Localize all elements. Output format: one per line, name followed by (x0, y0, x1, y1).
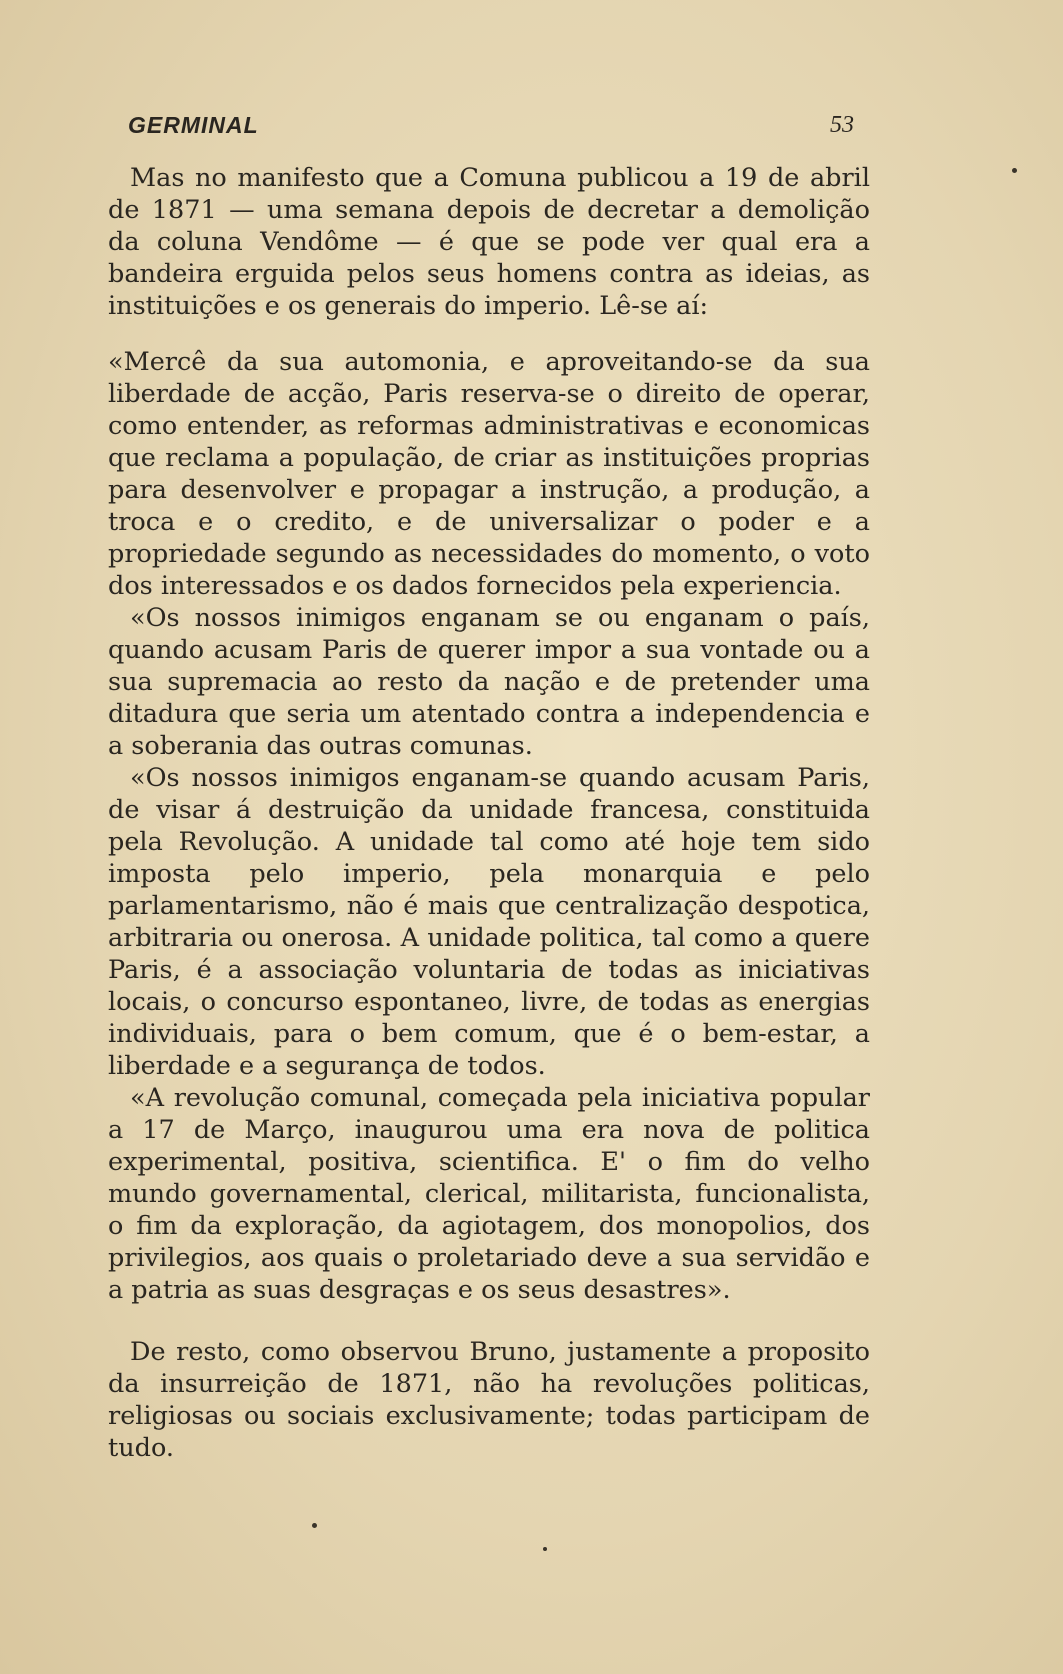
paper-speck (1012, 168, 1017, 173)
paper-speck (312, 1523, 317, 1528)
page-body (108, 162, 870, 1464)
spacer (108, 1306, 870, 1336)
spacer (108, 322, 870, 346)
quote-paragraph-unity: «Os nossos inimigos enganam-se quando acusam Paris, de visar á destruição da unidade francesa, constituida pela Revolução. A unidade tal como até hoje tem sido imposta pelo imperio, pela monarquia e pelo parlamentarismo, não é mais que centralização despotica, arbitraria ou onerosa. A unidade politica, tal como a quere Paris, é a associação voluntaria de todas as iniciativas locais, o concurso espontaneo, livre, de todas as energias individuais, para o bem comum, que é o bem-estar, a liberdade e a segurança de todos. (108, 763, 870, 1081)
paragraph-closing: De resto, como observou Bruno, justamente a proposito da insurreição de 1871, não ha revoluções politicas, religiosas ou sociais exclusivamente; todas participam de tudo. (108, 1337, 870, 1463)
quote-paragraph-enemies: «Os nossos inimigos enganam se ou enganam o país, quando acusam Paris de querer impor a sua vontade ou a sua supremacia ao resto da nação e de pretender uma ditadura que seria um atentado contra a independencia e a soberania das outras comunas. (108, 603, 870, 761)
running-title: GERMINAL (128, 112, 259, 138)
page-number: 53 (830, 112, 854, 138)
quote-paragraph-revolution: «A revolução comunal, começada pela iniciativa popular a 17 de Março, inaugurou uma era nova de politica experimental, positiva, scientifica. E' o fim do velho mundo governamental, clerical, militarista, funcionalista, o fim da exploração, da agiotagem, dos monopolios, dos privilegios, aos quais o proletariado deve a sua servidão e a patria as suas desgraças e os seus desastres». (108, 1083, 870, 1305)
paper-speck (543, 1547, 547, 1551)
page-header (128, 112, 854, 152)
quote-paragraph-autonomy: «Mercê da sua automonia, e aproveitando-se da sua liberdade de acção, Paris reserva-se o direito de operar, como entender, as reformas administrativas e economicas que reclama a população, de criar as instituições proprias para desenvolver e propagar a instrução, a produção, a troca e o credito, e de universalizar o poder e a propriedade segundo as necessidades do momento, o voto dos interessados e os dados fornecidos pela experiencia. (108, 347, 870, 601)
paragraph-intro: Mas no manifesto que a Comuna publicou a 19 de abril de 1871 — uma semana depois de decretar a demolição da coluna Vendôme — é que se pode ver qual era a bandeira erguida pelos seus homens contra as ideias, as instituições e os generais do imperio. Lê-se aí: (108, 163, 870, 321)
